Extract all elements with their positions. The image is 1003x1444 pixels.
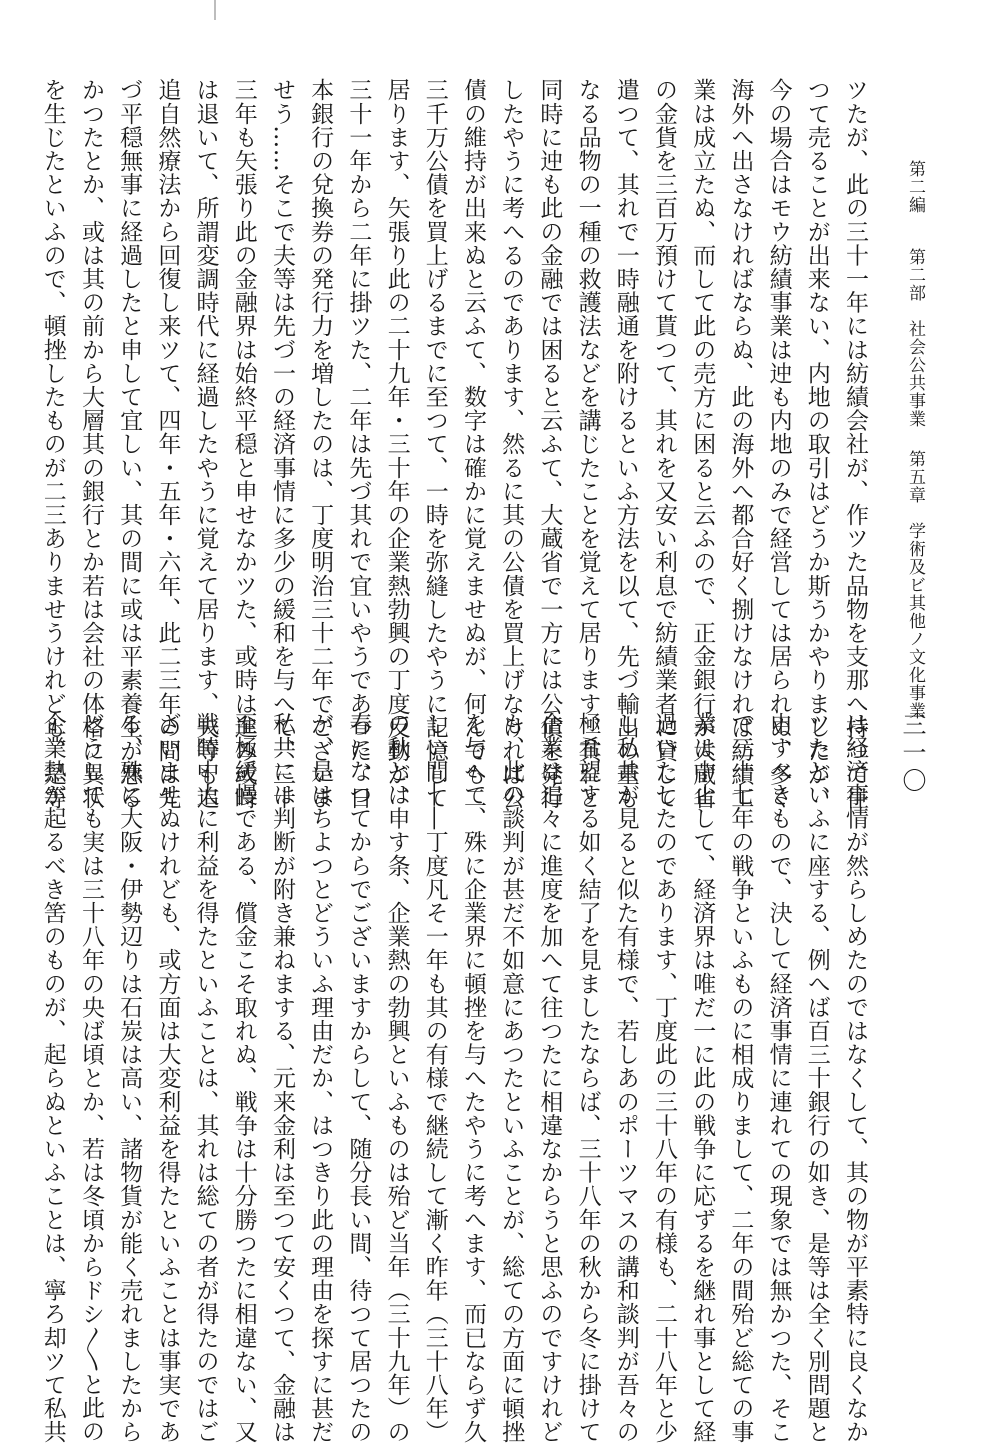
text-line: の金貨を三百万預けて貰つて、其れを又安い利息で紡績業者に貸して [650, 78, 677, 810]
text-line: 三年も矢張り此の金融界は始終平穏と申せなかツた、或時は進み或時 [230, 78, 257, 810]
text-line: 同時に迚も此の金融では困ると云ふて、大蔵省で一方には公債を発行 [536, 78, 563, 810]
text-line: 本銀行の兌換券の発行力を増したのは、丁度明治三十二年でございま [307, 78, 334, 810]
text-block-upper [39, 78, 874, 810]
page-number: 三一〇 [898, 712, 926, 796]
text-line: どうしても実は三十八年の央ば頃とか、若は冬頃からドシ〳〵と此の [77, 712, 104, 1443]
text-line: 業は成立たぬ、而して此の売方に困ると云ふので、正金銀行が大蔵省 [689, 78, 716, 810]
text-line: が、是はちよつとどういふ理由だか、はつきり此の理由を探すに甚だ [307, 712, 334, 1444]
text-line: を与へて、殊に企業界に頓挫を与へたやうに考へます、而已ならず久 [459, 712, 486, 1444]
text-line: 三千万公債を買上げるまでに至つて、一時を弥縫したやうに記憶して [421, 78, 448, 810]
header-chapter: 第五章 学術及ビ其他ノ文化事業 [905, 450, 925, 720]
text-line: 海外へ出さなければならぬ、此の海外へ都合好く捌けなければ紡績工 [727, 78, 754, 810]
text-line: る、殊に大阪・伊勢辺りは石炭は高い、諸物貨が能く売れましたから [116, 712, 143, 1444]
text-line: 至極緩慢である、償金こそ取れぬ、戦争は十分勝つたに相違ない、又 [230, 712, 257, 1444]
text-line: 今の場合はモウ紡績事業は迚も内地のみで経営しては居られぬ、多く [765, 78, 792, 810]
text-line: 極希望する如く結了を見ましたならば、三十八年の秋から冬に掛けて [574, 712, 601, 1444]
text-line: 居ります、矢張り此の二十九年・三十年の企業熱勃興の丁度反動が、 [383, 78, 410, 810]
text-line: の秋とは申す条、企業熱の勃興といふものは殆ど当年（三十九年）の [383, 712, 410, 1444]
text-line: 春になつてからでございますからして、随分長い間、待つて居つたの [345, 712, 372, 1444]
text-block-lower [39, 712, 874, 1444]
text-line: 三十一年から二年に掛ツた、二年は先づ其れで宜いやうであつた、日 [345, 78, 372, 810]
text-line: したやうに考へるのであります、然るに其の公債を買上げなければ公 [498, 78, 525, 810]
text-line: なる品物の一種の救護法などを講じたことを覚えて居ります、其れと [574, 78, 601, 810]
text-line: しい間――丁度凡そ一年も其の有様で継続して漸く昨年（三十八年） [421, 712, 448, 1444]
text-line: 追自然療法から回復し来ツて、四年・五年・六年、此二三年の間は先 [154, 78, 181, 810]
text-line: 企業は追々に進度を加へて往つたに相違なからうと思ふのですけれど [536, 712, 563, 1444]
text-line: 債の維持が出来ぬと云ふて、数字は確かに覚えませぬが、何んでも二 [459, 78, 486, 810]
text-line: 遣つて、其れで一時融通を附けるといふ方法を以て、先づ輸出の重も [612, 78, 639, 810]
text-line: を生じたといふので、頓挫したものが二三ありませうけれども、是等 [39, 78, 66, 810]
running-header [903, 160, 927, 720]
text-line: 業は中止して、経済界は唯だ一に此の戦争に応ずるを継れ事として経 [689, 712, 716, 1444]
text-line: も、此の談判が甚だ不如意にあつたといふことが、総ての方面に頓挫 [498, 712, 525, 1444]
text-line: 私共には判断が附き兼ねまする、元来金利は至つて安くつて、金融は [268, 712, 295, 1444]
text-line: 企業熱が起るべき筈のものが、起らぬといふことは、寧ろ却ツて私共 [39, 712, 66, 1444]
header-edition: 第二編 [905, 160, 925, 214]
text-line: ざいませぬけれども、或方面は大変利益を得たといふことは事実であ [154, 712, 181, 1444]
text-line: 申すべきもので、決して経済事情に連れての現象では無かつた、そこ [765, 712, 792, 1444]
text-line: ツたが、此の三十一年には紡績会社が、作ツた品物を支那へ持つて往 [842, 78, 868, 810]
text-line: 戦時中大に利益を得たといふことは、其れは総ての者が得たのではご [192, 712, 219, 1444]
header-part: 第二部 社会公共事業 [905, 248, 925, 428]
text-line: 過いたしたのであります、丁度此の三十八年の有様も、二十八年と少 [650, 712, 677, 1444]
text-line: で三十七年の戦争といふものに相成りまして、二年の間殆ど総ての事 [727, 712, 754, 1444]
text-line: は経済事情が然らしめたのではなくして、其の物が平素特に良くなか [842, 712, 868, 1444]
page-edge-mark [214, 0, 216, 20]
text-line: し私共が見ると似た有様で、若しあのポーツマスの講和談判が吾々の [612, 712, 639, 1444]
text-line: は退いて、所謂変調時代に経過したやうに覚えて居ります、夫等も追 [192, 78, 219, 810]
text-line: かつたとか、或は其の前から大層其の銀行とか若は会社の体格に異状 [77, 78, 104, 810]
text-line: づ平穏無事に経過したと申して宜しい、其の間に或は平素養生が悪る [116, 78, 143, 810]
text-line: ツたといふに座する、例へば百三十銀行の如き、是等は全く別問題と [803, 712, 830, 1444]
text-line: せう……そこで夫等は先づ一の経済事情に多少の緩和を与へて、三十 [268, 78, 295, 810]
text-line: つて売ることが出来ない、内地の取引はどうか斯うかやりましたが、 [803, 78, 830, 810]
